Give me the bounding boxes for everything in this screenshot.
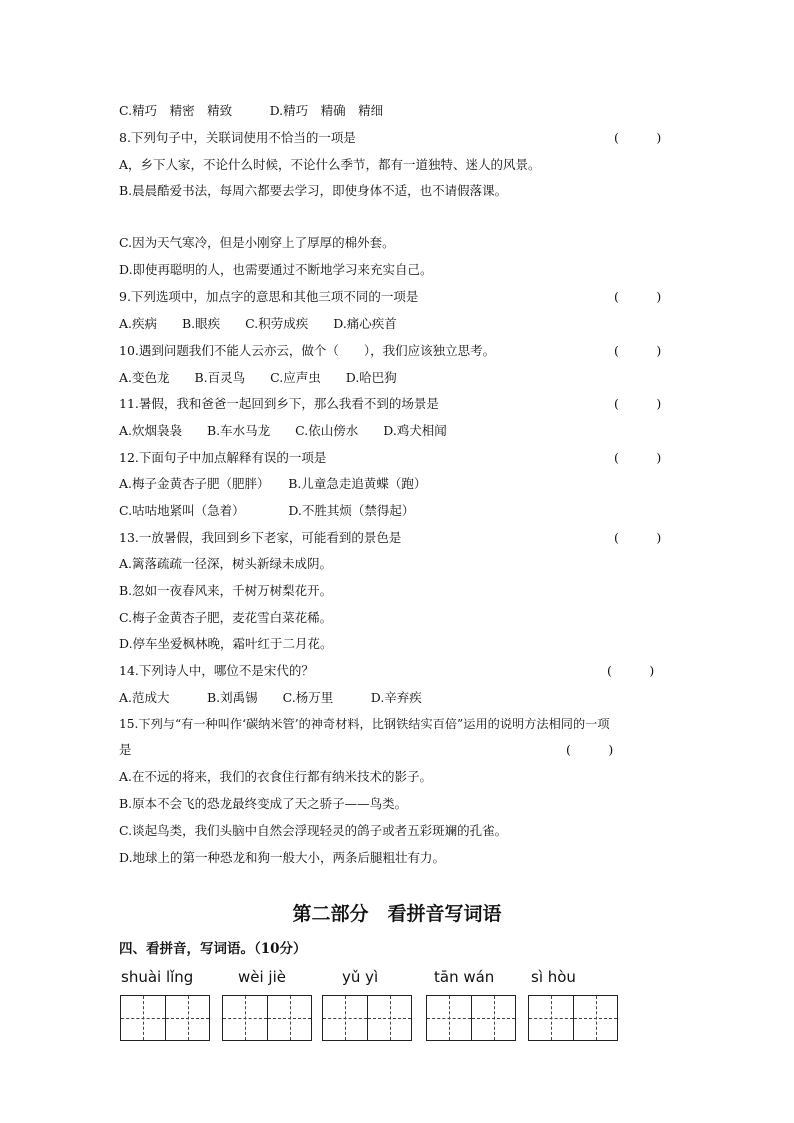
grid-cell[interactable] [427,996,471,1040]
grid-cell[interactable] [573,996,617,1040]
grid-cell[interactable] [223,996,267,1040]
writing-grid-4[interactable] [426,995,516,1041]
grid-cell[interactable] [323,996,367,1040]
question-10: 10.遇到问题我们不能人云亦云，做个（ ），我们应该独立思考。 [119,343,496,358]
writing-grid-2[interactable] [222,995,312,1041]
q13-option-b: B.忽如一夜春风来，千树万树梨花开。 [119,583,333,598]
q8-option-b: B.晨晨酷爱书法，每周六都要去学习，即使身体不适，也不请假落课。 [119,183,508,198]
question-13: 13.一放暑假，我回到乡下老家，可能看到的景色是 [119,530,402,545]
grid-cell[interactable] [165,996,209,1040]
q8-option-c: C.因为天气寒冷，但是小刚穿上了厚厚的棉外套。 [119,235,395,250]
q13-option-a: A.篱落疏疏一径深，树头新绿未成阴。 [119,556,333,571]
section-title: 第二部分 看拼音写词语 [292,903,502,925]
writing-grid-3[interactable] [322,995,412,1041]
question-11: 11.暑假，我和爸爸一起回到乡下，那么我看不到的场景是 [119,396,439,411]
q15-option-b: B.原本不会飞的恐龙最终变成了天之骄子——鸟类。 [119,796,408,811]
question-9: 9.下列选项中，加点字的意思和其他三项不同的一项是 [119,289,419,304]
q13-option-c: C.梅子金黄杏子肥，麦花雪白菜花稀。 [119,610,333,625]
grid-cell[interactable] [267,996,311,1040]
answer-paren-10: ( ) [614,343,662,358]
sub-title: 四、看拼音，写词语。（10分） [119,941,307,957]
grid-cell[interactable] [121,996,165,1040]
pinyin-1: shuài lǐng [121,968,194,986]
answer-paren-9: ( ) [614,289,662,304]
answer-paren-14: ( ) [607,663,655,678]
q8-option-a: A，乡下人家，不论什么时候，不论什么季节，都有一道独特、迷人的风景。 [119,157,541,172]
pinyin-4: tān wán [434,968,495,986]
line-c-options: C.精巧 精密 精致 D.精巧 精确 精细 [119,103,384,118]
q13-option-d: D.停车坐爱枫林晚，霜叶红于二月花。 [119,636,333,651]
q10-options: A.变色龙 B.百灵鸟 C.应声虫 D.哈巴狗 [119,370,397,385]
pinyin-5: sì hòu [531,968,576,986]
q14-options: A.范成大 B.刘禹锡 C.杨万里 D.辛弃疾 [119,690,422,705]
question-15-cont: 是 [119,742,132,757]
answer-paren-11: ( ) [614,396,662,411]
grid-cell[interactable] [367,996,411,1040]
pinyin-3: yǔ yì [342,968,379,986]
writing-grid-1[interactable] [120,995,210,1041]
answer-paren-13: ( ) [614,530,662,545]
question-14: 14.下列诗人中，哪位不是宋代的？ [119,663,314,678]
question-15: 15.下列与“有一种叫作‘碳纳米管’的神奇材料，比钢铁结实百倍”运用的说明方法相同的一项 [119,717,610,731]
grid-cell[interactable] [471,996,515,1040]
grid-cell[interactable] [529,996,573,1040]
pinyin-2: wèi jiè [238,968,286,986]
q15-option-a: A.在不远的将来，我们的衣食住行都有纳米技术的影子。 [119,769,433,784]
question-12: 12.下面句子中加点解释有误的一项是 [119,450,327,465]
answer-paren-8: ( ) [614,130,662,145]
writing-grid-5[interactable] [528,995,618,1041]
q12-options-ab: A.梅子金黄杏子肥（肥胖） B.儿童急走追黄蝶（跑） [119,476,427,491]
question-8: 8.下列句子中，关联词使用不恰当的一项是 [119,130,356,145]
q8-option-d: D.即使再聪明的人，也需要通过不断地学习来充实自己。 [119,262,433,277]
answer-paren-12: ( ) [614,450,662,465]
q9-options: A.疾病 B.眼疾 C.积劳成疾 D.痛心疾首 [119,316,397,331]
q15-option-c: C.谈起鸟类，我们头脑中自然会浮现轻灵的鸽子或者五彩斑斓的孔雀。 [119,823,508,838]
answer-paren-15: ( ) [566,742,614,757]
q15-option-d: D.地球上的第一种恐龙和狗一般大小，两条后腿粗壮有力。 [119,850,446,865]
q11-options: A.炊烟袅袅 B.车水马龙 C.依山傍水 D.鸡犬相闻 [119,423,447,438]
q12-options-cd: C.咕咕地紧叫（急着） D.不胜其烦（禁得起） [119,503,415,518]
